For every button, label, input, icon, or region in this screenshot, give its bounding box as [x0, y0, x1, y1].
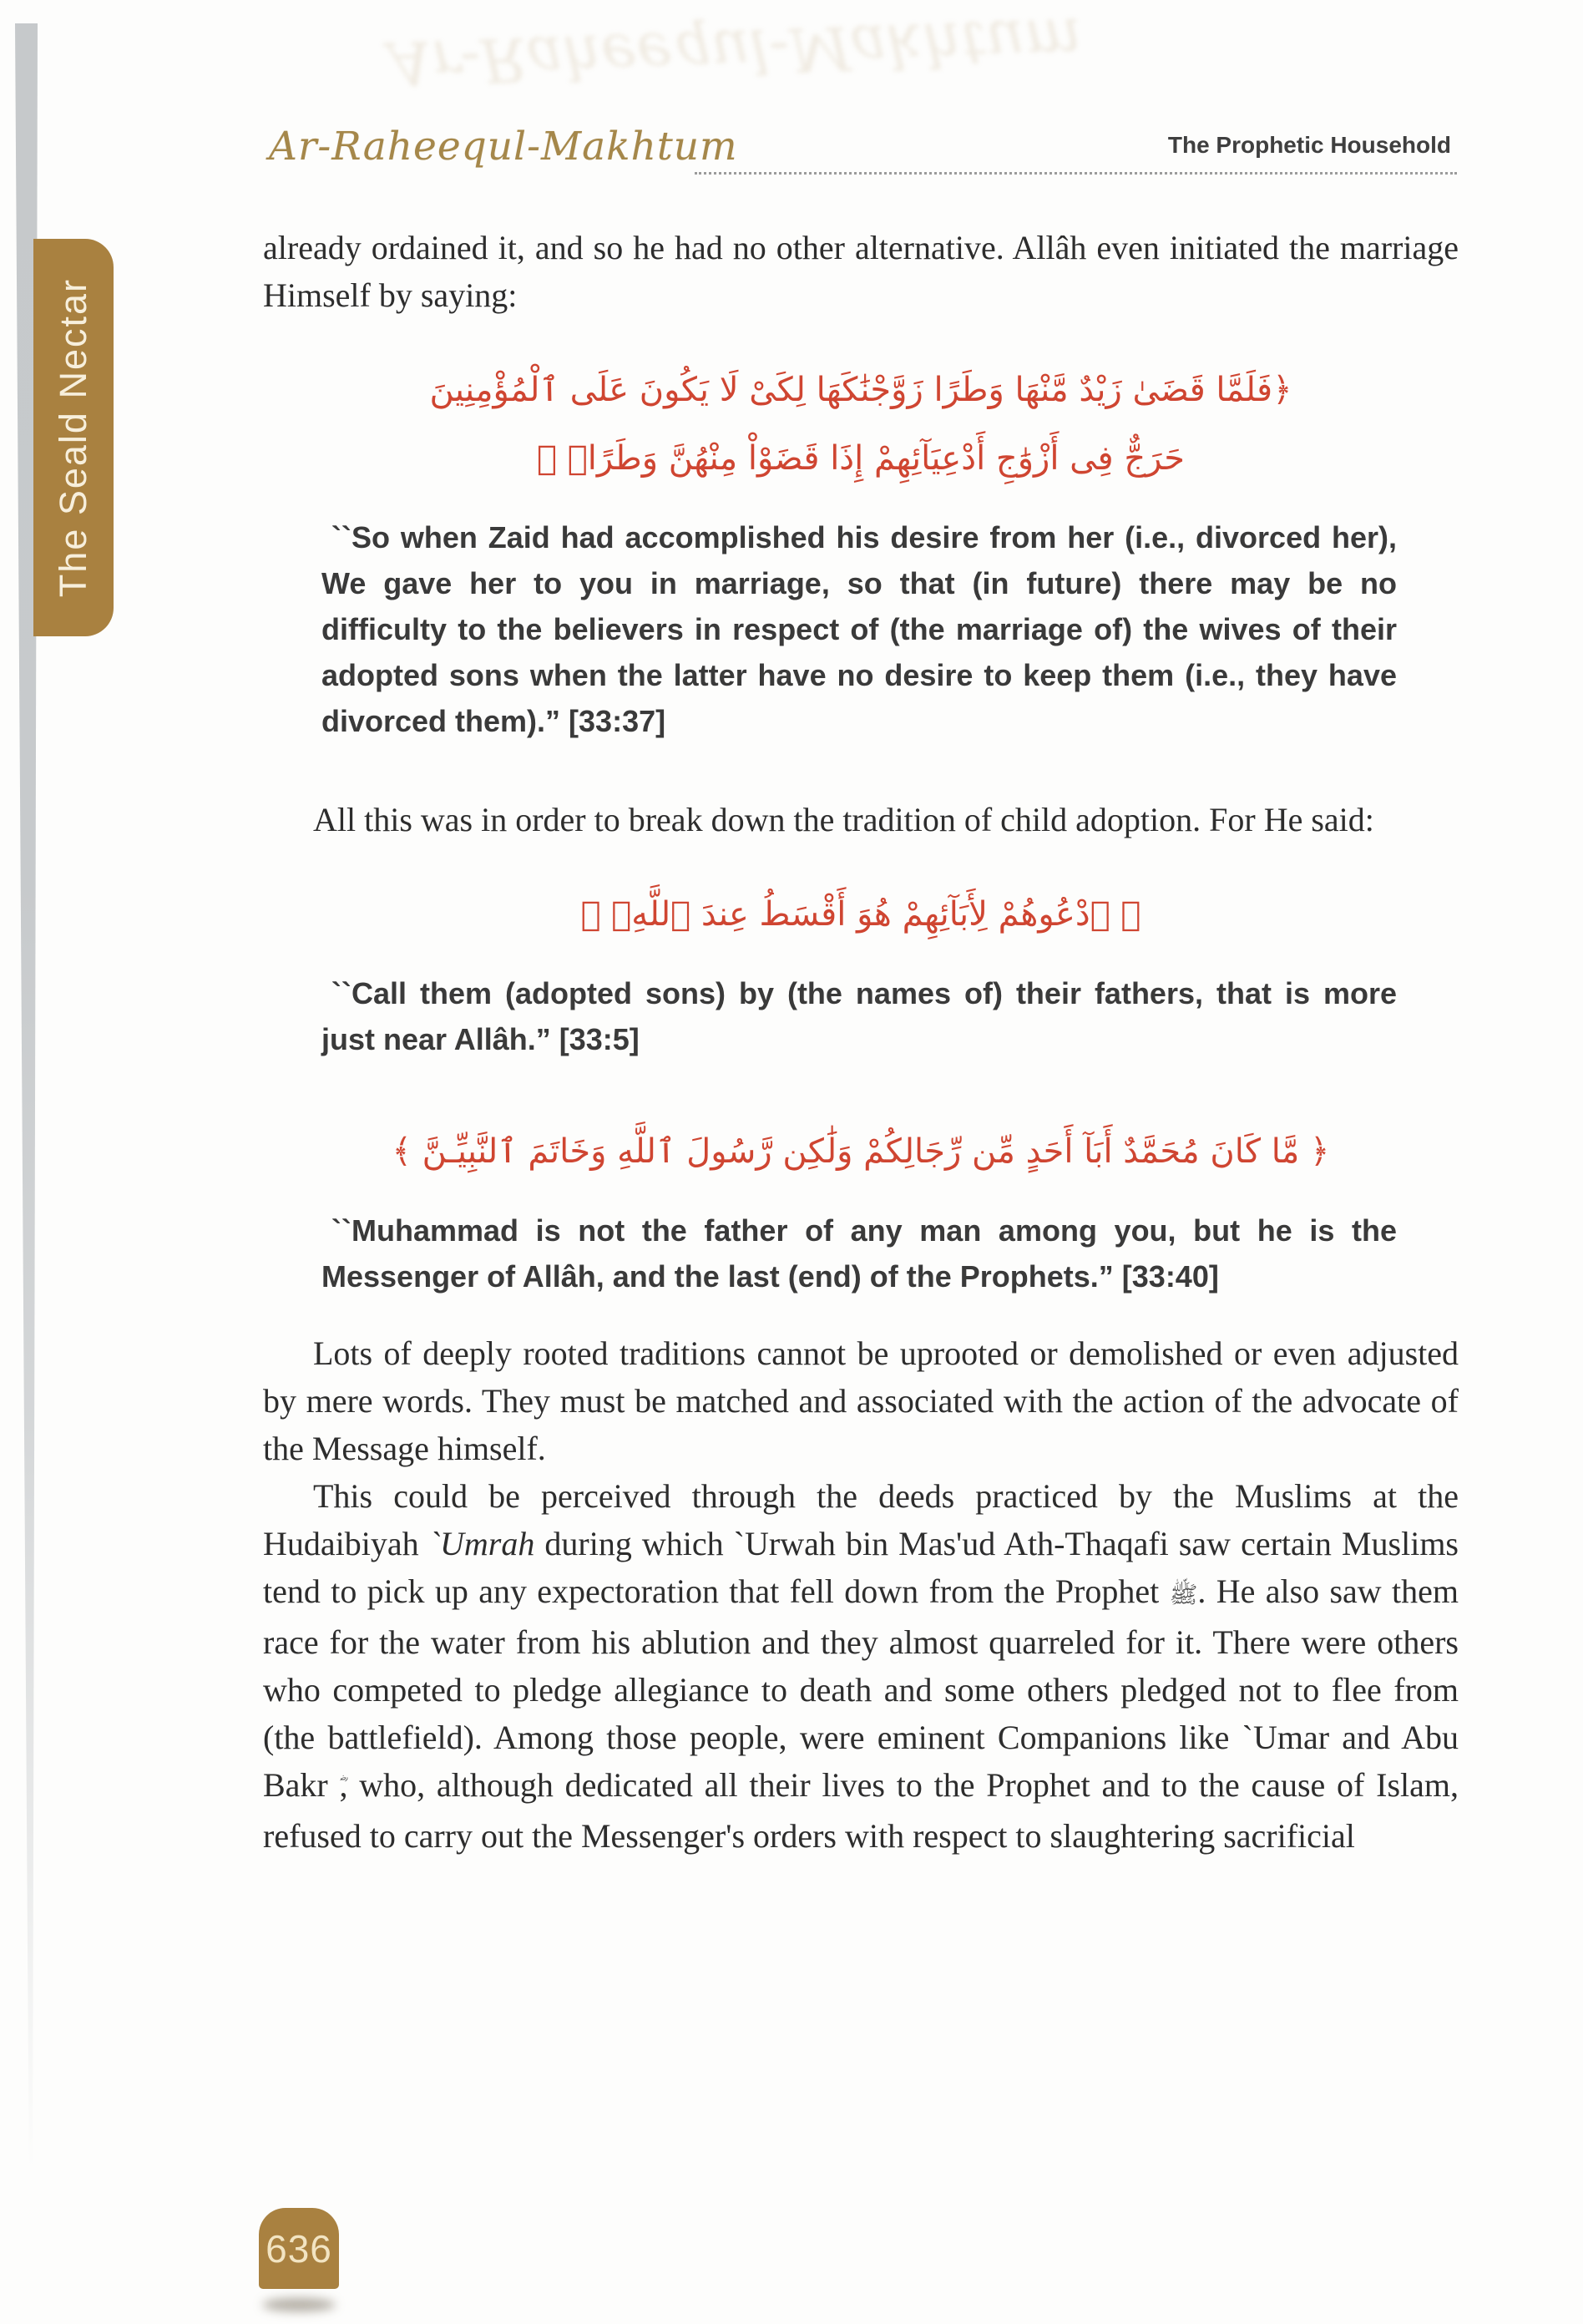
verse-translation	[321, 1208, 1397, 1299]
page-number: 636	[266, 2226, 332, 2271]
arabic-verse-line: ﴿ ٱدْعُوهُمْ لِأَبَآئِهِمْ هُوَ أَقْسَطُ عِندَ ٱللَّهِۚ ﴾	[580, 895, 1141, 934]
body-paragraph	[263, 1472, 1459, 1860]
text-run: `Umrah	[428, 1525, 535, 1562]
text-run: already ordained it, and so he had no other alternative. Allâh even initiated the marriage Himself by saying:	[263, 229, 1459, 314]
text-run: ``Call them (adopted sons) by (the names of) their fathers, that is more just near Allâh.” [33:5]	[321, 976, 1397, 1056]
page-badge-shadow	[262, 2298, 336, 2311]
arabic-verse-line: حَرَجٌّ فِى أَزْوَٰجِ أَدْعِيَآئِهِمْ إِذَا قَضَوْاْ مِنْهُنَّ وَطَرًاۚ ﴾	[537, 439, 1185, 478]
text-run: during which `Urwah bin Mas'ud Ath-Thaqafi saw certain Muslims tend to pick up any expectoration that fell down from the Prophet	[263, 1525, 1459, 1610]
side-tab-label: The Seald Nectar	[52, 277, 94, 598]
honorific-mark: ﷺ	[1169, 1581, 1198, 1608]
text-run: . He also saw them race for the water from his ablution and they almost quarreled for it. There were others who competed to pledge allegiance to death and some others pledged not to flee from (the battlefield). Among those people, were eminent Companions like `Umar and Abu Bakr	[263, 1572, 1459, 1804]
text-run: ``So when Zaid had accomplished his desire from her (i.e., divorced her), We gave her to you in marriage, so that (in future) there may be no difficulty to the believers in respect of (the marriage of) the wives of their adopted sons when the latter have no desire to keep them (i.e., they have divorced them).” [33:37]	[321, 520, 1397, 738]
page-showthrough-watermark: Ar-Raheequl-Makhtum	[387, 4, 1083, 99]
section-title: The Prophetic Household	[1167, 132, 1451, 158]
text-run: Lots of deeply rooted traditions cannot be uprooted or demolished or even adjusted by mere words. They must be matched and associated with the action of the advocate of the Message himself.	[263, 1334, 1459, 1467]
arabic-verse-line: ﴿ مَّا كَانَ مُحَمَّدٌ أَبَآ أَحَدٍ مِّن رِّجَالِكُمْ وَلَٰكِن رَّسُولَ ٱللَّهِ وَخَاتَمَ ٱلنَّبِيِّـنَّ ﴾	[392, 1132, 1330, 1171]
quran-verse-arabic	[263, 356, 1459, 493]
page-number-badge	[259, 2208, 339, 2289]
body-paragraph	[263, 796, 1459, 843]
text-run: , who, although dedicated all their lives to the Prophet and to the cause of Islam, refused to carry out the Messenger's orders with respect to slaughtering sacrificial	[263, 1766, 1459, 1855]
body-paragraph	[263, 224, 1459, 319]
text-run: This could be perceived through the deeds practiced by the Muslims at the Hudaibiyah	[263, 1477, 1459, 1562]
verse-translation	[321, 970, 1397, 1062]
verse-translation	[321, 514, 1397, 744]
page-content	[263, 224, 1459, 1860]
book-title: Ar-Raheequl-Makhtum	[269, 124, 738, 170]
side-bookmark-tab	[33, 239, 114, 636]
text-run: All this was in order to break down the tradition of child adoption. For He said:	[313, 801, 1374, 838]
quran-verse-arabic	[263, 1117, 1459, 1186]
body-paragraph	[263, 1329, 1459, 1472]
text-run: ``Muhammad is not the father of any man among you, but he is the Messenger of Allâh, and the last (end) of the Prophets.” [33:40]	[321, 1213, 1397, 1294]
quran-verse-arabic	[263, 880, 1459, 949]
arabic-verse-line: ﴿فَلَمَّا قَضَىٰ زَيْدٌ مَّنْهَا وَطَرًا زَوَّجْنَٰكَهَا لِكَىْ لَا يَكُونَ عَلَى ٱلْمُؤْمِنِينَ	[429, 371, 1292, 409]
